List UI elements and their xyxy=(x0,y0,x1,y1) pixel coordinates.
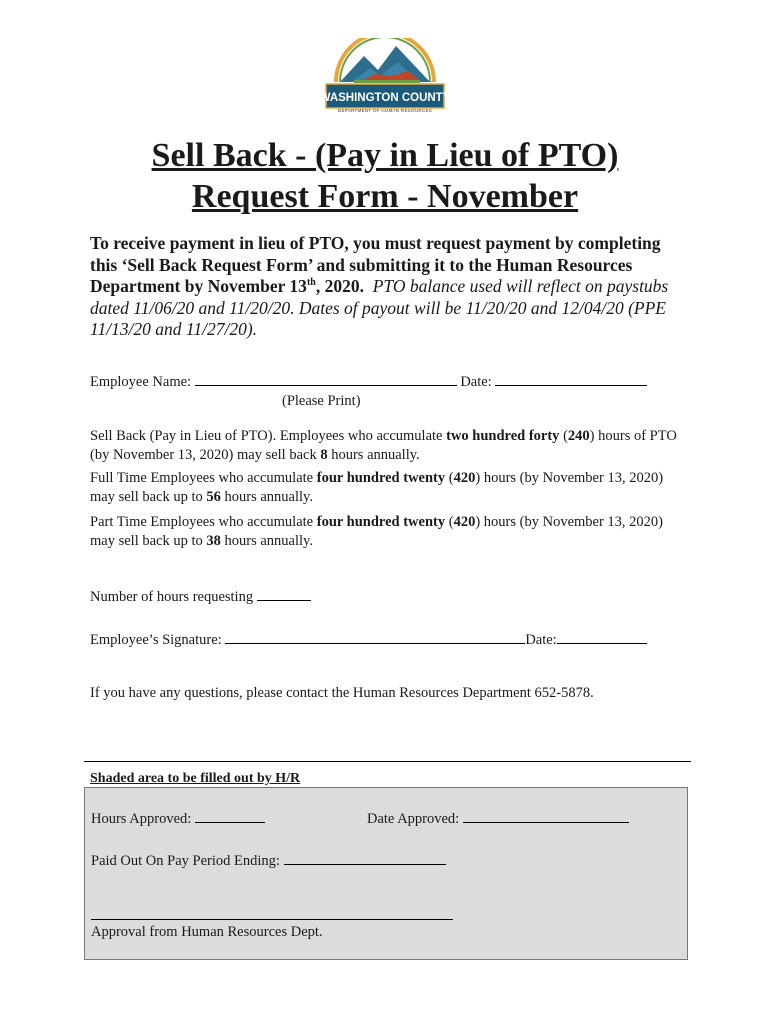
signature-field[interactable] xyxy=(225,630,525,644)
signature-date-label: Date: xyxy=(525,632,557,648)
employee-name-label: Employee Name: xyxy=(90,374,192,390)
full-time-rule: Full Time Employees who accumulate four hundred twenty (420) hours (by November 13, 2020) may sell back up to 56 hours annually. xyxy=(90,470,664,505)
signature-date-field[interactable] xyxy=(557,630,647,644)
hr-shaded-area xyxy=(84,787,688,960)
hours-requesting-label: Number of hours requesting xyxy=(90,589,254,605)
hours-approved-field[interactable] xyxy=(195,809,265,823)
employee-date-label: Date: xyxy=(460,374,492,390)
contact-note: If you have any questions, please contact the Human Resources Department 652-5878. xyxy=(90,685,594,701)
hours-requesting-row xyxy=(90,587,311,606)
logo-name: WASHINGTON COUNTY xyxy=(319,92,451,104)
page-title-line2: Request Form - November xyxy=(191,178,579,215)
part-time-rule: Part Time Employees who accumulate four hundred twenty (420) hours (by November 13, 2020) may sell back up to 38 hours annually. xyxy=(90,514,664,549)
page-title-line1: Sell Back - (Pay in Lieu of PTO) xyxy=(151,137,619,174)
please-print-note: (Please Print) xyxy=(282,393,361,409)
hours-approved-label: Hours Approved: xyxy=(91,811,192,827)
employee-date-field[interactable] xyxy=(495,372,647,386)
hours-requesting-field[interactable] xyxy=(257,587,311,601)
date-approved-field[interactable] xyxy=(463,809,629,823)
paid-out-field[interactable] xyxy=(284,851,446,865)
intro-superscript: th xyxy=(306,277,316,289)
employee-name-field[interactable] xyxy=(195,372,457,386)
intro-italic: PTO balance used will reflect on paystubs dated 11/06/20 and 11/20/20. Dates of payout will be 11/20/20 and 12/04/20 (PPE 11/13/20 and 11/27/20). xyxy=(90,276,669,339)
date-approved-row xyxy=(367,809,629,828)
hours-approved-row xyxy=(91,809,265,828)
employee-name-row xyxy=(90,372,647,391)
intro-bold-2: , 2020. xyxy=(315,276,364,296)
logo-subtitle: DEPARTMENT OF HUMAN RESOURCES xyxy=(337,108,433,113)
intro-paragraph xyxy=(90,233,690,341)
hr-section-heading: Shaded area to be filled out by H/R xyxy=(90,771,301,786)
date-approved-label: Date Approved: xyxy=(367,811,460,827)
paid-out-row xyxy=(91,851,446,870)
signature-label: Employee’s Signature: xyxy=(90,632,222,648)
intro-bold-1: To receive payment in lieu of PTO, you must request payment by completing this ‘Sell Back Request Form’ and submitting it to the Human Resources Department by November 13 xyxy=(90,233,661,296)
signature-row xyxy=(90,630,647,649)
hr-approval-label: Approval from Human Resources Dept. xyxy=(91,924,323,940)
hr-approval-signature-field[interactable] xyxy=(91,906,453,920)
sell-back-rule: Sell Back (Pay in Lieu of PTO). Employees who accumulate two hundred forty (240) hours of PTO (by November 13, 2020) may sell back 8 hours annually. xyxy=(90,428,677,463)
paid-out-label: Paid Out On Pay Period Ending: xyxy=(91,853,280,869)
section-divider xyxy=(84,761,691,762)
